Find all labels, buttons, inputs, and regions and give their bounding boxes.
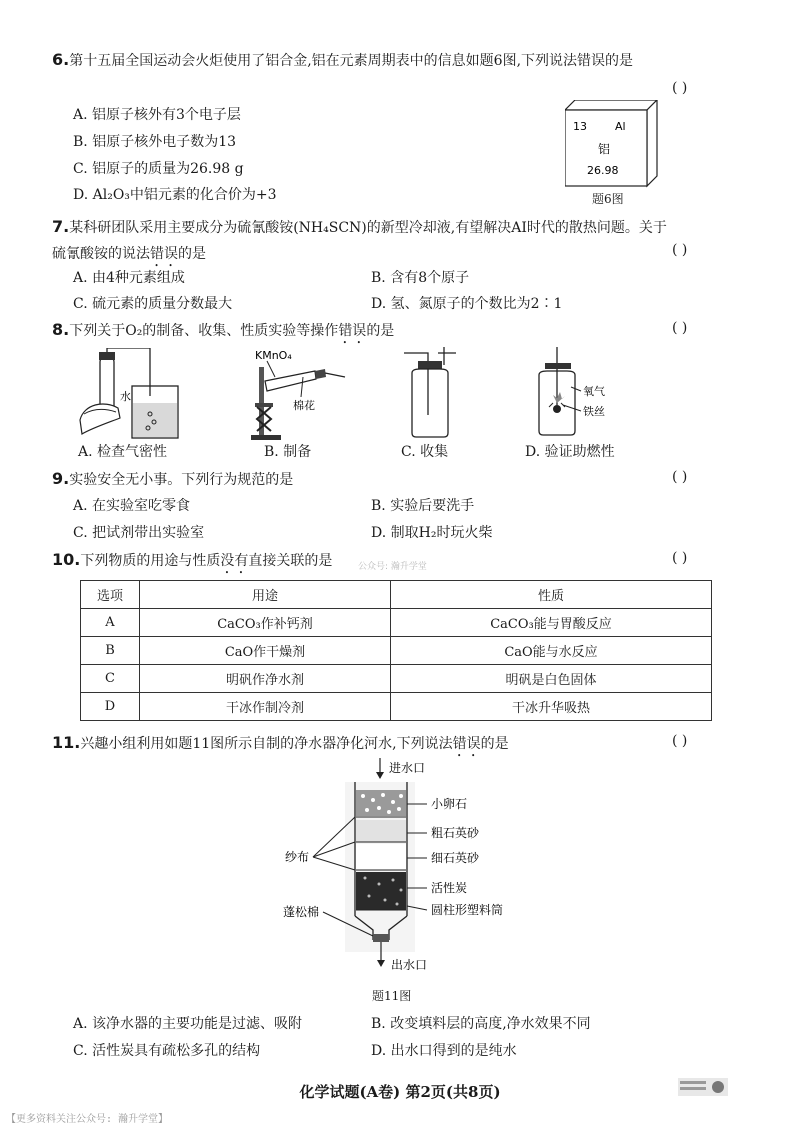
question-9-stem	[52, 469, 742, 490]
q7-option-a: A. 由4种元素组成	[73, 270, 185, 286]
table-row	[81, 637, 712, 665]
answer-paren: ( )	[672, 550, 688, 566]
question-7-stem	[52, 214, 742, 270]
page-footer: 化学试题(A卷) 第2页(共8页)	[299, 1083, 501, 1101]
question-number: 8.	[52, 320, 70, 339]
iron-wire-label: 铁丝	[583, 405, 605, 418]
cell-option: B	[81, 637, 140, 665]
fine-sand-label: 细石英砂	[431, 851, 480, 865]
table-row	[81, 609, 712, 637]
q6-option-c: C. 铝原子的质量为26.98 g	[73, 161, 244, 177]
inlet-label: 进水口	[389, 761, 426, 775]
q11-option-a: A. 该净水器的主要功能是过滤、吸附	[73, 1016, 303, 1032]
gas-collection-figure	[400, 345, 460, 440]
question-text: 下列关于O₂的制备、收集、性质实验等操作	[69, 323, 339, 339]
promo-footnote: 【更多资料关注公众号: 瀚升学堂】	[6, 1114, 169, 1125]
combustion-test-figure	[527, 345, 627, 440]
question-text-end: 的是	[178, 246, 206, 262]
q11-option-b: B. 改变填料层的高度,净水效果不同	[371, 1016, 591, 1032]
question-text: 第十五届全国运动会火炬使用了铝合金,铝在元素周期表中的信息如题6图,下列说法错误的是	[69, 53, 634, 69]
question-number: 6.	[52, 50, 70, 69]
table-row	[81, 693, 712, 721]
tube-label: 圆柱形塑料筒	[431, 903, 504, 917]
table-header-row	[81, 581, 712, 609]
q7-option-c: C. 硫元素的质量分数最大	[73, 296, 233, 312]
q9-option-c: C. 把试剂带出实验室	[73, 525, 205, 541]
cotton-label: 蓬松棉	[283, 905, 320, 919]
q8-option-b: B. 制备	[264, 444, 312, 460]
question-text: 兴趣小组利用如题11图所示自制的净水器净化河水,下列说法	[80, 736, 453, 752]
cell-usage: 干冰作制冷剂	[140, 693, 391, 721]
cotton-label: 棉花	[293, 399, 315, 412]
answer-paren: ( )	[672, 80, 688, 96]
cell-option: D	[81, 693, 140, 721]
atomic-mass: 26.98	[587, 164, 619, 177]
outlet-label: 出水口	[391, 958, 428, 972]
emphasis-text: 错误	[150, 246, 178, 262]
table-row	[81, 665, 712, 693]
cell-usage: CaCO₃作补钙剂	[140, 609, 391, 637]
question-text-end: 的是	[366, 323, 395, 339]
water-purifier-figure	[255, 758, 535, 980]
emphasis-text: 错误	[338, 323, 367, 339]
cell-usage: 明矾作净水剂	[140, 665, 391, 693]
cell-property: 干冰升华吸热	[391, 693, 712, 721]
q9-option-d: D. 制取H₂时玩火柴	[371, 525, 493, 541]
q7-option-d: D. 氢、氮原子的个数比为2∶1	[371, 296, 563, 312]
cell-usage: CaO作干燥剂	[140, 637, 391, 665]
q6-option-a: A. 铝原子核外有3个电子层	[73, 107, 241, 123]
q8-option-c: C. 收集	[401, 444, 449, 460]
question-text: 实验安全无小事。下列行为规范的是	[69, 472, 294, 488]
answer-paren: ( )	[672, 733, 688, 749]
cell-option: C	[81, 665, 140, 693]
q11-option-c: C. 活性炭具有疏松多孔的结构	[73, 1043, 261, 1059]
q8-option-d: D. 验证助燃性	[525, 444, 615, 460]
q7-option-b: B. 含有8个原子	[371, 270, 470, 286]
figure-caption: 题6图	[592, 192, 624, 206]
q11-option-d: D. 出水口得到的是纯水	[371, 1043, 517, 1059]
oxygen-label: 氧气	[583, 385, 605, 398]
element-name: 铝	[598, 142, 611, 156]
usage-property-table	[80, 580, 712, 721]
answer-paren: ( )	[672, 242, 688, 258]
q6-option-d: D. Al₂O₃中铝元素的化合价为+3	[73, 187, 277, 203]
question-text-line1: 某科研团队采用主要成分为硫氰酸铵(NH₄SCN)的新型冷却液,有望解决AI时代的散热问题。关于	[69, 220, 667, 236]
coarse-sand-label: 粗石英砂	[431, 826, 480, 840]
pebble-label: 小卵石	[431, 797, 468, 811]
atomic-number: 13	[573, 120, 587, 133]
cell-property: CaCO₃能与胃酸反应	[391, 609, 712, 637]
water-label: 水	[120, 390, 131, 403]
cell-option: A	[81, 609, 140, 637]
element-card-figure	[565, 100, 665, 195]
q6-option-b: B. 铝原子核外电子数为13	[73, 134, 237, 150]
gauze-label: 纱布	[285, 850, 310, 864]
watermark-text: 公众号: 瀚升学堂	[358, 562, 427, 572]
question-number: 7.	[52, 217, 70, 236]
answer-paren: ( )	[672, 469, 688, 485]
q8-option-a: A. 检查气密性	[78, 444, 168, 460]
answer-paren: ( )	[672, 320, 688, 336]
q9-option-b: B. 实验后要洗手	[371, 498, 475, 514]
kmno4-label: KMnO₄	[255, 349, 292, 362]
oxygen-preparation-figure	[245, 347, 355, 442]
emphasis-text: 错误	[452, 736, 481, 752]
question-text: 下列物质的用途与性质	[80, 553, 221, 569]
question-6-stem	[52, 50, 742, 71]
figure-caption: 题11图	[372, 989, 412, 1003]
question-text-end: 直接关联的是	[248, 553, 333, 569]
question-8-stem	[52, 320, 742, 347]
emphasis-text: 没有	[220, 553, 249, 569]
cell-property: CaO能与水反应	[391, 637, 712, 665]
cell-property: 明矾是白色固体	[391, 665, 712, 693]
header-property: 性质	[391, 581, 712, 609]
carbon-label: 活性炭	[431, 881, 468, 895]
question-number: 11.	[52, 733, 81, 752]
corner-logo-icon	[678, 1076, 728, 1098]
question-text-line2: 硫氰酸铵的说法	[52, 246, 150, 262]
header-usage: 用途	[140, 581, 391, 609]
airtightness-check-figure	[72, 348, 187, 443]
question-number: 10.	[52, 550, 81, 569]
question-text-end: 的是	[480, 736, 509, 752]
header-option: 选项	[81, 581, 140, 609]
question-number: 9.	[52, 469, 70, 488]
element-symbol: Al	[615, 120, 626, 133]
q9-option-a: A. 在实验室吃零食	[73, 498, 191, 514]
question-11-stem	[52, 733, 742, 760]
